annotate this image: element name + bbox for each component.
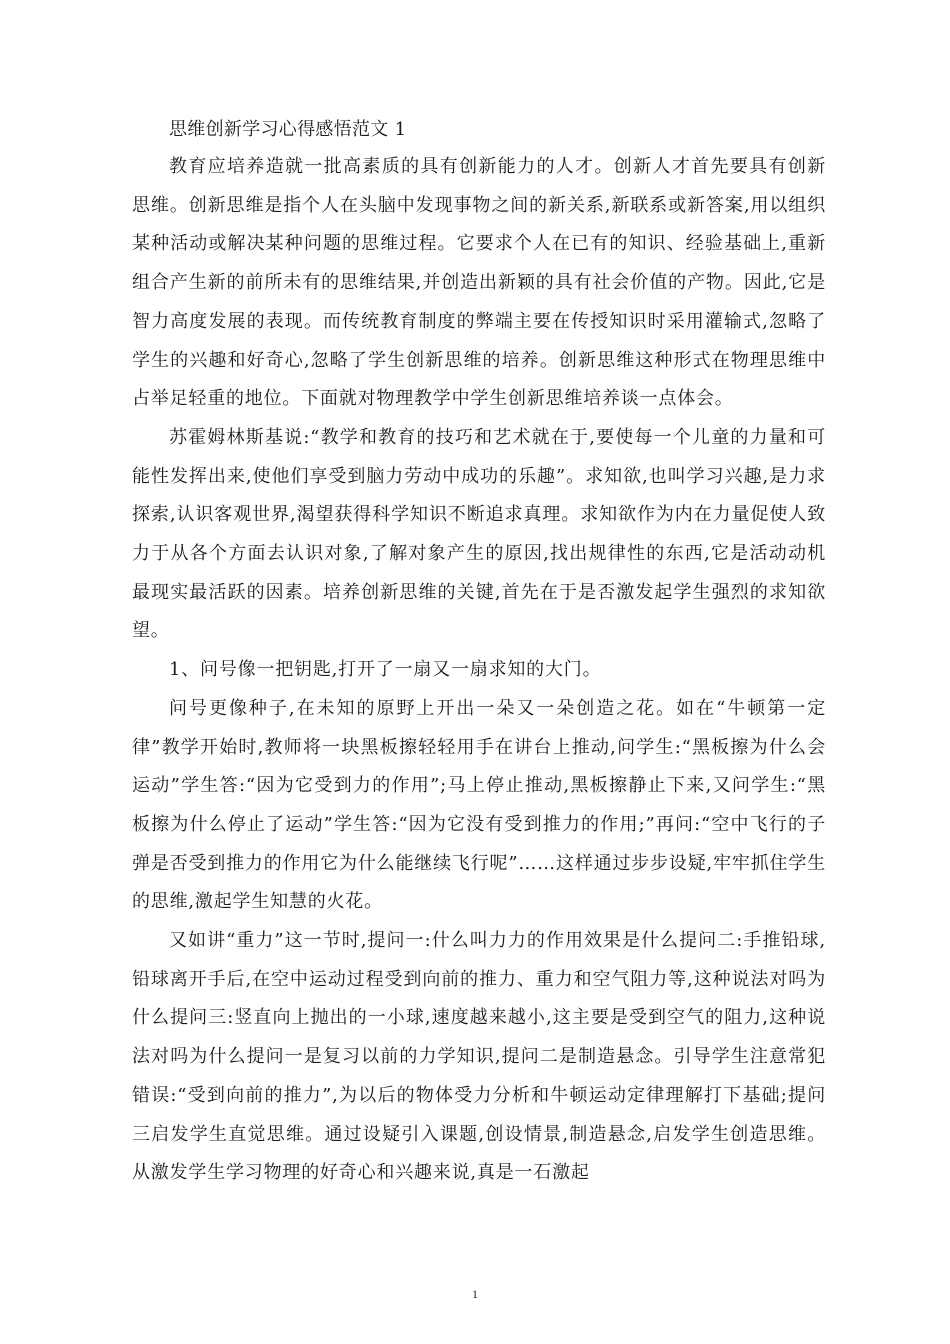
paragraph-quote: 苏霍姆林斯基说:“教学和教育的技巧和艺术就在于,要使每一个儿童的力量和可能性发挥出来,使他们享受到脑力劳动中成功的乐趣”。求知欲,也叫学习兴趣,是力求探索,认识客观世界,渴望获得科学知识不断追求真理。求知欲作为内在力量促使人致力于从各个方面去认识对象,了解对象产生的原因,找出规律性的东西,它是活动动机最现实最活跃的因素。培养创新思维的关键,首先在于是否激发起学生强烈的求知欲望。	[132, 426, 826, 642]
document-body	[132, 112, 826, 1193]
paragraph-intro: 教育应培养造就一批高素质的具有创新能力的人才。创新人才首先要具有创新思维。创新思维是指个人在头脑中发现事物之间的新关系,新联系或新答案,用以组织某种活动或解决某种问题的思维过程。它要求个人在已有的知识、经验基础上,重新组合产生新的前所未有的思维结果,并创造出新颖的具有社会价值的产物。因此,它是智力高度发展的表现。而传统教育制度的弊端主要在传授知识时采用灌输式,忽略了学生的兴趣和好奇心,忽略了学生创新思维的培养。创新思维这种形式在物理思维中占举足轻重的地位。下面就对物理教学中学生创新思维培养谈一点体会。	[132, 156, 826, 410]
paragraph-example-gravity: 又如讲“重力”这一节时,提问一:什么叫力力的作用效果是什么提问二:手推铅球,铅球离开手后,在空中运动过程受到向前的推力、重力和空气阻力等,这种说法对吗为什么提问三:竖直向上抛出的一小球,速度越来越小,这主要是受到空气的阻力,这种说法对吗为什么提问一是复习以前的力学知识,提问二是制造悬念。引导学生注意常犯错误:“受到向前的推力”,为以后的物体受力分析和牛顿运动定律理解打下基础;提问三启发学生直觉思维。通过设疑引入课题,创设情景,制造悬念,启发学生创造思维。从激发学生学习物理的好奇心和兴趣来说,真是一石激起	[132, 930, 826, 1184]
paragraph-example-newton: 问号更像种子,在未知的原野上开出一朵又一朵创造之花。如在“牛顿第一定律”教学开始时,教师将一块黑板擦轻轻用手在讲台上推动,问学生:“黑板擦为什么会运动”学生答:“因为它受到力的作用”;马上停止推动,黑板擦静止下来,又问学生:“黑板擦为什么停止了运动”学生答:“因为它没有受到推力的作用;”再问:“空中飞行的子弹是否受到推力的作用它为什么能继续飞行呢”……这样通过步步设疑,牢牢抓住学生的思维,激起学生知慧的火花。	[132, 697, 826, 913]
section-heading: 1、问号像一把钥匙,打开了一扇又一扇求知的大门。	[169, 659, 602, 681]
document-title: 思维创新学习心得感悟范文 1	[169, 119, 407, 140]
page-number: 1	[472, 1287, 478, 1301]
